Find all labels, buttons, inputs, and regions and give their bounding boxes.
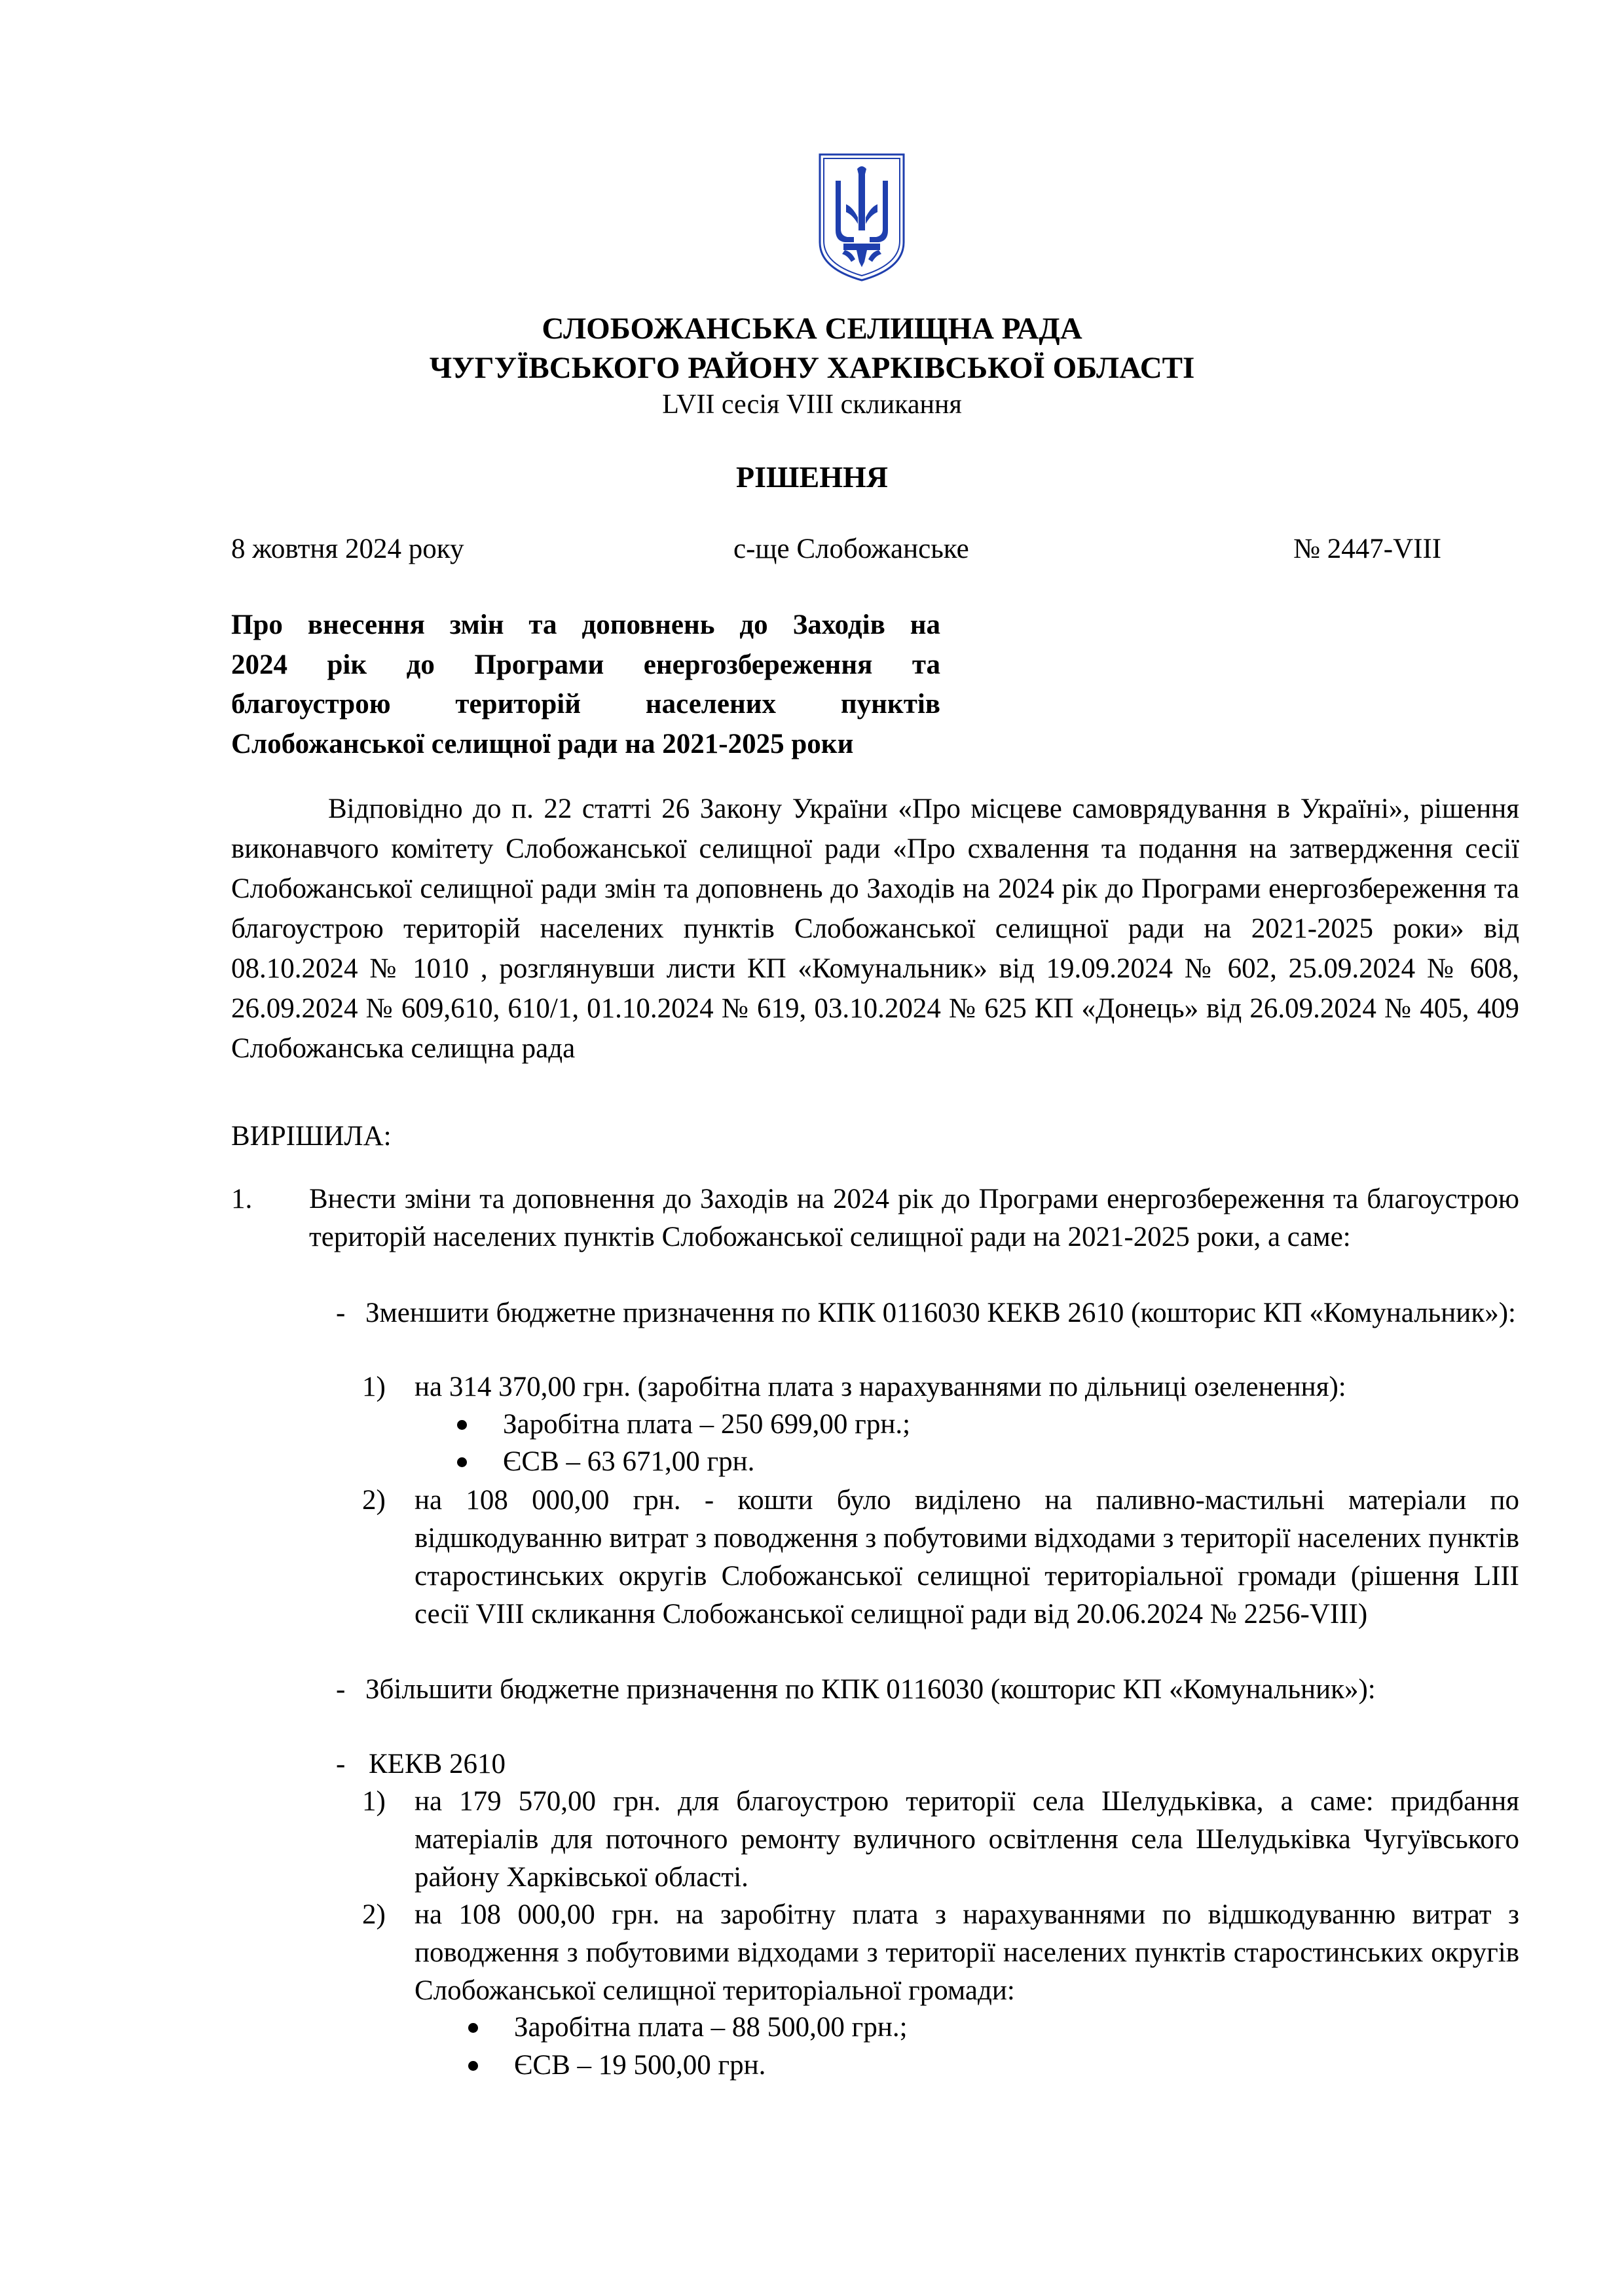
coat-of-arms-icon [816, 152, 908, 283]
decision-date: 8 жовтня 2024 року [231, 534, 464, 564]
kekv-sub2-marker: 2) [362, 1899, 386, 1930]
district-line: ЧУГУЇВСЬКОГО РАЙОНУ ХАРКІВСЬКОЇ ОБЛАСТІ [429, 351, 1195, 385]
bullet-icon [457, 1420, 467, 1430]
subject-line-1: Про внесення змін та доповнень до Заходів на [231, 610, 940, 640]
item-intro: Внести зміни та доповнення до Заходів на 2024 рік до Програми енергозбереження та благоустрою територій населених пунктів Слобожанської селищної ради на 2021-2025 роки, а саме: [309, 1184, 1519, 1252]
council-name: СЛОБОЖАНСЬКА СЕЛИЩНА РАДА [542, 312, 1082, 346]
decrease-sub2-marker: 2) [362, 1485, 386, 1516]
kekv-dash: - [336, 1749, 346, 1779]
kekv-bullet-salary: Заробітна плата – 88 500,00 грн.; [514, 2009, 908, 2047]
subject-line-2: 2024 рік до Програми енергозбереження та [231, 649, 940, 680]
decision-place: с-ще Слобожанське [733, 534, 969, 564]
document-type-title: РІШЕННЯ [736, 460, 888, 494]
decrease-dash: - [336, 1298, 346, 1328]
decrease-bullet-salary: Заробітна плата – 250 699,00 грн.; [503, 1406, 910, 1444]
preamble-text: Відповідно до п. 22 статті 26 Закону України «Про місцеве самоврядування в Україні», рішення виконавчого комітету Слобожанської селищної ради «Про схвалення та подання на затвердження сесії Слобожанської селищної ради змін та доповнень до Заходів на 2024 рік до Програми енергозбереження та благоустрою територій населених пунктів Слобожанської селищної ради на 2021-2025 роки» від 08.10.2024 № 1010 , розглянувши листи КП «Комунальник» від 19.09.2024 № 602, 25.09.2024 № 608, 26.09.2024 № 609,610, 610/1, 01.10.2024 № 619, 03.10.2024 № 625 КП «Донець» від 26.09.2024 № 405, 409 Слобожанська селищна рада [231, 793, 1519, 1064]
decrease-sub1-text: на 314 370,00 грн. (заробітна плата з нарахуваннями по дільниці озеленення): [415, 1372, 1346, 1402]
bullet-icon [457, 1457, 467, 1467]
subject-line-3: благоустрою територій населених пунктів [231, 689, 940, 720]
item-number: 1. [231, 1184, 253, 1214]
bullet-icon [468, 2023, 478, 2033]
resolved-heading: ВИРІШИЛА: [231, 1121, 392, 1152]
kekv-bullet-esv: ЄСВ – 19 500,00 грн. [514, 2047, 766, 2085]
kekv-sub2-text: на 108 000,00 грн. на заробітну плата з нарахуваннями по відшкодуванню витрат з поводження з побутовими відходами з території населених пунктів старостинських округів Слобожанської селищної територіальної громади: [415, 1899, 1519, 2006]
decrease-sub2-text: на 108 000,00 грн. - кошти було виділено на паливно-мастильні матеріали по відшкодуванню витрат з поводження з побутовими відходами з території населених пунктів старостинських округів Слобожанської селищної територіальної громади (рішення LIII сесії VIII скликання Слобожанської селищної ради від 20.06.2024 № 2256-VIII) [415, 1485, 1519, 1630]
subject-line-4: Слобожанської селищної ради на 2021-2025 роки [231, 728, 854, 759]
increase-dash: - [336, 1674, 346, 1705]
preamble-paragraph [231, 789, 1519, 1068]
decrease-bullet-esv: ЄСВ – 63 671,00 грн. [503, 1443, 754, 1481]
increase-text: Збільшити бюджетне призначення по КПК 0116030 (кошторис КП «Комунальник»): [365, 1674, 1376, 1705]
bullet-icon [468, 2061, 478, 2071]
kekv-sub1-marker: 1) [362, 1786, 386, 1817]
decision-number: № 2447-VIII [1293, 534, 1442, 564]
decrease-sub1-marker: 1) [362, 1372, 386, 1402]
kekv-text: КЕКВ 2610 [369, 1749, 506, 1779]
kekv-sub1-text: на 179 570,00 грн. для благоустрою території села Шелудьківка, а саме: придбання матеріалів для поточного ремонту вуличного освітлення села Шелудьківка Чугуївського району Харківської області. [415, 1786, 1519, 1893]
decrease-text: Зменшити бюджетне призначення по КПК 0116030 КЕКВ 2610 (кошторис КП «Комунальник»): [365, 1298, 1516, 1328]
session-line: LVII сесія VIII скликання [662, 390, 962, 420]
decision-subject [231, 606, 940, 764]
